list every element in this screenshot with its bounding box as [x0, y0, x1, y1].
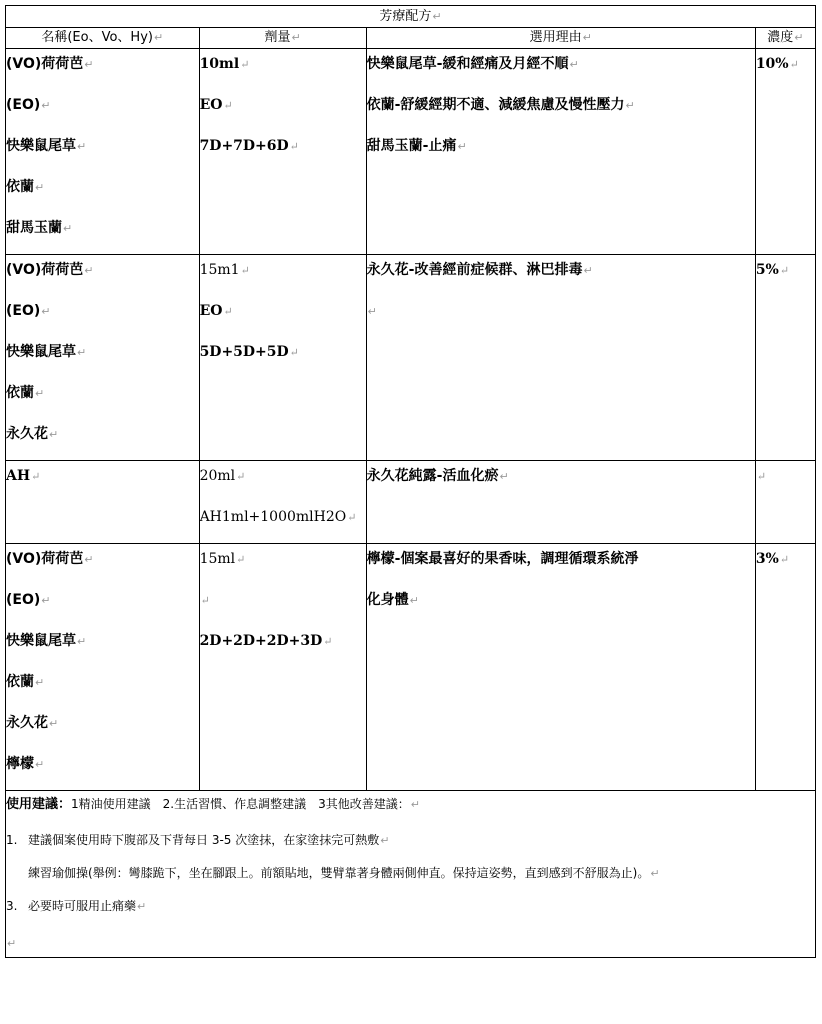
- dose-line: ↵: [200, 594, 210, 607]
- dose-line: 15m1↵: [199, 262, 250, 278]
- oil-name: 快樂鼠尾草↵: [6, 138, 87, 154]
- dose-line: EO↵: [199, 303, 233, 319]
- concentration-cell: [755, 461, 815, 544]
- concentration-value: ↵: [756, 470, 767, 483]
- oil-name: 永久花↵: [6, 426, 59, 442]
- names-cell: [6, 49, 200, 255]
- header-name: 名稱(Eo、Vo、Hy)↵: [6, 28, 200, 49]
- names-cell: [6, 544, 200, 791]
- dose-cell: [199, 49, 366, 255]
- oil-name: 快樂鼠尾草↵: [6, 344, 87, 360]
- oil-name: (EO)↵: [6, 303, 51, 319]
- concentration-value: 5%↵: [755, 262, 790, 278]
- header-dose: 劑量↵: [199, 28, 366, 49]
- oil-name: (VO)荷荷芭↵: [6, 56, 94, 72]
- oil-name: 依蘭↵: [6, 674, 45, 690]
- oil-name: AH↵: [6, 468, 41, 484]
- concentration-cell: [755, 255, 815, 461]
- concentration-value: 3%↵: [755, 551, 790, 567]
- oil-name: (VO)荷荷芭↵: [6, 262, 94, 278]
- oil-name: 永久花↵: [6, 715, 59, 731]
- reason-cell: [366, 49, 755, 255]
- dose-line: 10ml↵: [199, 56, 250, 72]
- oil-name: 快樂鼠尾草↵: [6, 633, 87, 649]
- dose-line: 15ml↵: [199, 551, 246, 567]
- note-item: 練習瑜伽操(舉例：彎膝跪下，坐在腳跟上。前額貼地，雙臂靠著身體兩側伸直。保持這姿勢，直到感到不舒服為止)。↵: [28, 866, 660, 880]
- oil-name: 甜馬玉蘭↵: [6, 220, 73, 236]
- dose-line: 5D+5D+5D↵: [199, 344, 299, 360]
- reason-line: 甜馬玉蘭-止痛↵: [366, 138, 467, 154]
- dose-cell: [199, 255, 366, 461]
- table-row: [6, 49, 816, 255]
- aromatherapy-formula-table: [5, 5, 816, 958]
- reason-line: 檸檬-個案最喜好的果香味，調理循環系統淨: [366, 551, 639, 567]
- names-cell: [6, 255, 200, 461]
- note-item: 1. 建議個案使用時下腹部及下背每日 3-5 次塗抹，在家塗抹完可熱敷↵: [6, 833, 390, 847]
- empty-paragraph: ↵: [7, 937, 17, 950]
- oil-name: 依蘭↵: [6, 179, 45, 195]
- table-row: [6, 461, 816, 544]
- reason-line: 快樂鼠尾草-緩和經痛及月經不順↵: [366, 56, 579, 72]
- concentration-cell: [755, 49, 815, 255]
- names-cell: [6, 461, 200, 544]
- usage-suggestions: [6, 791, 816, 958]
- notes-heading-line: 使用建議：1精油使用建議 2.生活習慣、作息調整建議 3其他改善建議：↵: [6, 797, 420, 812]
- dose-cell: [199, 461, 366, 544]
- reason-line: 依蘭-舒緩經期不適、減緩焦慮及慢性壓力↵: [366, 97, 635, 113]
- reason-cell: [366, 461, 755, 544]
- oil-name: (VO)荷荷芭↵: [6, 551, 94, 567]
- concentration-value: 10%↵: [755, 56, 799, 72]
- dose-line: 7D+7D+6D↵: [199, 138, 299, 154]
- reason-cell: [366, 255, 755, 461]
- dose-line: EO↵: [199, 97, 233, 113]
- reason-line: 永久花-改善經前症候群、淋巴排毒↵: [366, 262, 593, 278]
- table-row: [6, 255, 816, 461]
- concentration-cell: [755, 544, 815, 791]
- dose-line: AH1ml+1000mlH2O↵: [199, 509, 357, 525]
- dose-line: 2D+2D+2D+3D↵: [199, 633, 333, 649]
- dose-cell: [199, 544, 366, 791]
- oil-name: 檸檬↵: [6, 756, 45, 772]
- reason-cell: [366, 544, 755, 791]
- table-row: [6, 544, 816, 791]
- table-title: 芳療配方↵: [6, 6, 816, 28]
- oil-name: (EO)↵: [6, 97, 51, 113]
- reason-line: ↵: [367, 305, 377, 318]
- note-item: 3. 必要時可服用止痛藥↵: [6, 899, 147, 913]
- reason-line: 永久花純露-活血化瘀↵: [366, 468, 509, 484]
- oil-name: (EO)↵: [6, 592, 51, 608]
- dose-line: 20ml↵: [199, 468, 246, 484]
- header-reason: 選用理由↵: [366, 28, 755, 49]
- header-concentration: 濃度↵: [755, 28, 815, 49]
- reason-line: 化身體↵: [366, 592, 419, 608]
- oil-name: 依蘭↵: [6, 385, 45, 401]
